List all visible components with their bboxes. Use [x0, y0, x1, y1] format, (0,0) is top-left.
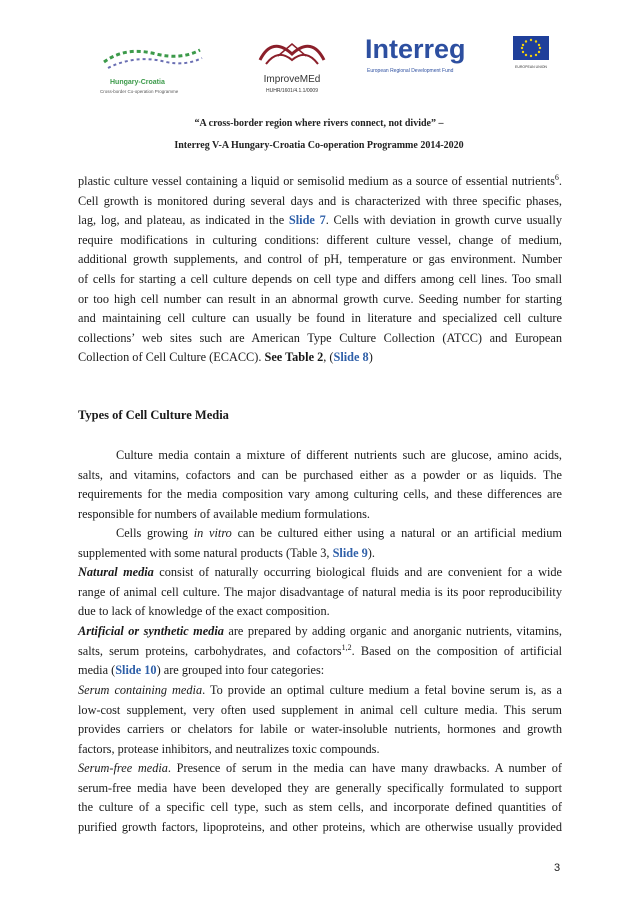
paragraph-artificial-media: [78, 622, 562, 681]
text-line: require modifications in culturing conditions: different culture vessel, change of medium,: [78, 232, 562, 247]
text-line: due to lack of knowledge of the exact composition.: [78, 604, 330, 619]
hungary-croatia-title: Hungary-Croatia: [110, 79, 165, 86]
interreg-title: Interreg: [365, 34, 466, 64]
text-line: additional growth supplements, and control of pH, temperature or gas environment. Number: [78, 252, 562, 267]
text-line: salts, and vitamins, cofactors and can be purchased either as a powder or as liquids. The: [78, 467, 562, 482]
term-natural-media: Natural media: [78, 565, 154, 579]
paragraph-cells-growing: [78, 524, 562, 563]
text-line: requirements for the media composition vary among culturing cells, and these differences are: [78, 487, 562, 502]
table-2-reference: See Table 2: [264, 350, 324, 365]
text-line: the culture of a specific cell type, such as stem cells, and incorporate defined quantities of: [78, 800, 562, 815]
slide-10-link[interactable]: Slide 10: [115, 663, 157, 678]
text-line: factors, protease inhibitors, and neutralizes toxic compounds.: [78, 741, 380, 756]
text-line: salts, serum proteins, carbohydrates, and cofactors$^{1,2}$. Based on the composition of artificial: [78, 642, 562, 658]
text-line: low-cost supplement, very often used supplement in animal cell culture media. This serum: [78, 702, 562, 717]
slide-9-link[interactable]: Slide 9: [332, 545, 368, 560]
paragraph-natural-media: [78, 563, 562, 622]
eu-label: EUROPEAN UNION: [515, 65, 547, 69]
paragraph-cell-growth: [78, 172, 562, 368]
text-line: responsible for numbers of available medium formulations.: [78, 506, 370, 521]
slide-7-link[interactable]: Slide 7: [288, 213, 326, 228]
text-line: provides carriers or chelators for labile or water-insoluble nutrients, hormones and growth: [78, 722, 562, 737]
paragraph-serum-free: [78, 759, 562, 837]
text-line: Culture media contain a mixture of different nutrients such are glucose, amino acids,: [116, 448, 562, 462]
text-line: Cells growing in vitro can be cultured either using a natural or an artificial medium: [116, 526, 562, 540]
logo-strip: [0, 0, 638, 110]
header-tagline: “A cross-border region where rivers connect, not divide” –: [194, 118, 444, 129]
section-heading: Types of Cell Culture Media: [78, 408, 229, 422]
text-line: lag, log, and plateau, as indicated in the Slide 7. Cells with deviation in growth curve usually: [78, 213, 562, 228]
improvemed-title: ImproveMEd: [263, 74, 321, 85]
text-line: and maintaining cell culture can usually be found in literature and specialized cell culture: [78, 311, 562, 326]
text-line: or too high cell number can result in an abnormal growth curve. Seeding number for starting: [78, 291, 562, 306]
slide-8-link[interactable]: Slide 8: [333, 350, 369, 365]
text-line: of cells for starting a cell culture depends on cell type and differs among cell lines. Too small: [78, 271, 562, 286]
term-serum-containing: Serum containing media: [78, 683, 203, 697]
header-programme: Interreg V-A Hungary-Croatia Co-operation Programme 2014-2020: [174, 140, 464, 151]
interreg-logo: [365, 34, 555, 84]
paragraph-serum-containing: [78, 681, 562, 759]
text-line: media (Slide 10) are grouped into four categories:: [78, 663, 325, 678]
text-line: Collection of Cell Culture (ECACC). See Table 2, (Slide 8): [78, 350, 373, 365]
interreg-subtitle: European Regional Development Fund: [367, 68, 454, 74]
page-number: 3: [554, 862, 561, 874]
text-line: Artificial or synthetic media are prepared by adding organic and anorganic nutrients, vitamins,: [78, 624, 562, 638]
text-line: Cell growth is monitored during several days and is characterized with three specific phases,: [78, 193, 562, 208]
hungary-croatia-subtitle: Cross-border Co-operation Programme: [100, 89, 179, 94]
text-line: supplemented with some natural products (Table 3, Slide 9).: [78, 545, 375, 560]
term-artificial-media: Artificial or synthetic media: [78, 624, 224, 638]
term-serum-free: Serum-free media: [78, 761, 168, 775]
text-line: Natural media consist of naturally occurring biological fluids and are convenient for a wide: [78, 565, 562, 579]
paragraph-culture-media: [78, 446, 562, 524]
text-line: Serum containing media. To provide an optimal culture medium a fetal bovine serum is, as a: [78, 683, 562, 697]
hungary-croatia-logo: [96, 40, 206, 100]
improvemed-logo: [242, 30, 342, 100]
improvemed-subtitle: HUHR/1601/4.1.1/0009: [266, 88, 318, 94]
text-line: plastic culture vessel containing a liquid or semisolid medium as a source of essential nutrients$^6$.: [78, 172, 562, 188]
text-line: purified growth factors, lipoproteins, and other proteins, which are otherwise usually provided: [78, 819, 562, 834]
text-line: range of animal cell culture. The major disadvantage of natural media is its poor reproducibility: [78, 584, 562, 599]
text-line: serum-free media have been developed they are generally specifically formulated to support: [78, 780, 562, 795]
text-line: Serum-free media. Presence of serum in the media can have many drawbacks. A number of: [78, 761, 562, 775]
text-line: collections’ web sites such are American Type Culture Collection (ATCC) and European: [78, 330, 562, 345]
